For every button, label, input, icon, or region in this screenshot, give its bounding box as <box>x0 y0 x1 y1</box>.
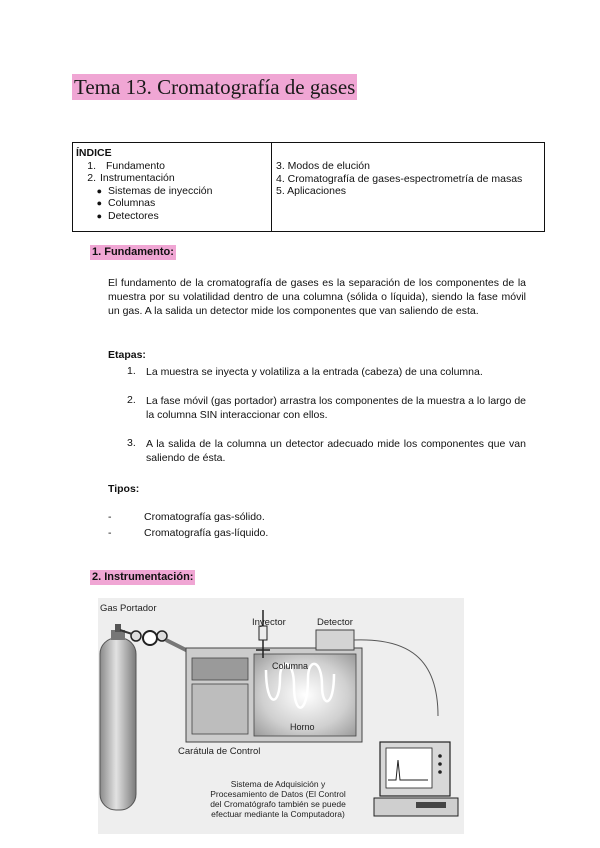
label-inyector: Inyector <box>252 617 286 628</box>
etapa-text: La fase móvil (gas portador) arrastra los componentes de la muestra a lo largo de la columna SIN interaccionar con ellos. <box>146 395 526 422</box>
gas-chromatograph-diagram <box>98 598 464 834</box>
index-subitem-label: Detectores <box>108 209 159 222</box>
index-subitem <box>76 185 271 198</box>
index-subitem-label: Columnas <box>108 197 156 209</box>
index-subitem <box>76 210 271 223</box>
label-sistema-line: efectuar mediante la Computadora) <box>211 809 345 819</box>
label-sistema-line: Procesamiento de Datos (El Control <box>210 789 346 799</box>
section-heading-instrumentacion: 2. Instrumentación: <box>92 571 194 583</box>
etapa-number: 2. <box>127 394 136 406</box>
bullet-icon: ● <box>96 185 102 196</box>
index-item-number: 1. <box>87 159 96 172</box>
etapa-number: 1. <box>127 365 136 377</box>
label-gas-portador: Gas Portador <box>100 603 157 614</box>
index-subitem-label: Sistemas de inyección <box>108 184 213 197</box>
index-item-label: Fundamento <box>106 159 165 172</box>
etapa-text: La muestra se inyecta y volatiliza a la entrada (cabeza) de una columna. <box>146 366 483 378</box>
monitor-screen <box>386 748 432 788</box>
label-detector: Detector <box>317 617 353 628</box>
section-heading-fundamento: 1. Fundamento: <box>92 246 174 258</box>
label-columna: Columna <box>272 661 309 671</box>
index-item: 4. Cromatografía de gases-espectrometría de masas <box>276 172 523 185</box>
label-sistema-line: Sistema de Adquisición y <box>230 779 326 789</box>
tipo-text: Cromatografía gas-sólido. <box>144 511 265 523</box>
tipo-dash: - <box>108 511 112 523</box>
etapa-text: A la salida de la columna un detector adecuado mide los componentes que van saliendo de ésta. <box>146 438 526 465</box>
etapas-label: Etapas: <box>108 349 146 361</box>
index-item-label: Instrumentación <box>100 172 175 184</box>
computer <box>374 742 458 816</box>
index-subitem <box>76 197 271 210</box>
control-panel <box>192 684 248 734</box>
page-title: Tema 13. Cromatografía de gases <box>74 75 356 99</box>
etapa-number: 3. <box>127 437 136 449</box>
label-caratula: Carátula de Control <box>178 746 261 757</box>
index-item: 3. Modos de elución <box>276 160 370 172</box>
control-panel-display <box>192 658 248 680</box>
index-right-column <box>273 143 544 231</box>
bullet-icon: ● <box>96 210 102 221</box>
index-item: 5. Aplicaciones <box>276 185 347 197</box>
index-heading: ÍNDICE <box>76 147 112 159</box>
fundamento-paragraph: El fundamento de la cromatografía de gases es la separación de los componentes de la muestra por su volatilidad dentro de una columna (sólida o líquida), siendo la fase móvil un gas. A la salida un detector mide los componentes que van saliendo de esta. <box>108 277 526 318</box>
index-left-column <box>73 143 272 231</box>
tipos-label: Tipos: <box>108 483 140 495</box>
tipo-dash: - <box>108 527 112 539</box>
index-item <box>76 160 271 173</box>
label-horno: Horno <box>290 722 315 732</box>
label-sistema-line: del Cromatógrafo también se puede <box>210 799 346 809</box>
bullet-icon: ● <box>96 198 102 208</box>
index-table <box>72 142 545 232</box>
detector-unit <box>316 630 354 650</box>
index-item-number: 2. <box>87 172 96 184</box>
index-item <box>76 172 271 185</box>
tipo-text: Cromatografía gas-líquido. <box>144 527 269 539</box>
